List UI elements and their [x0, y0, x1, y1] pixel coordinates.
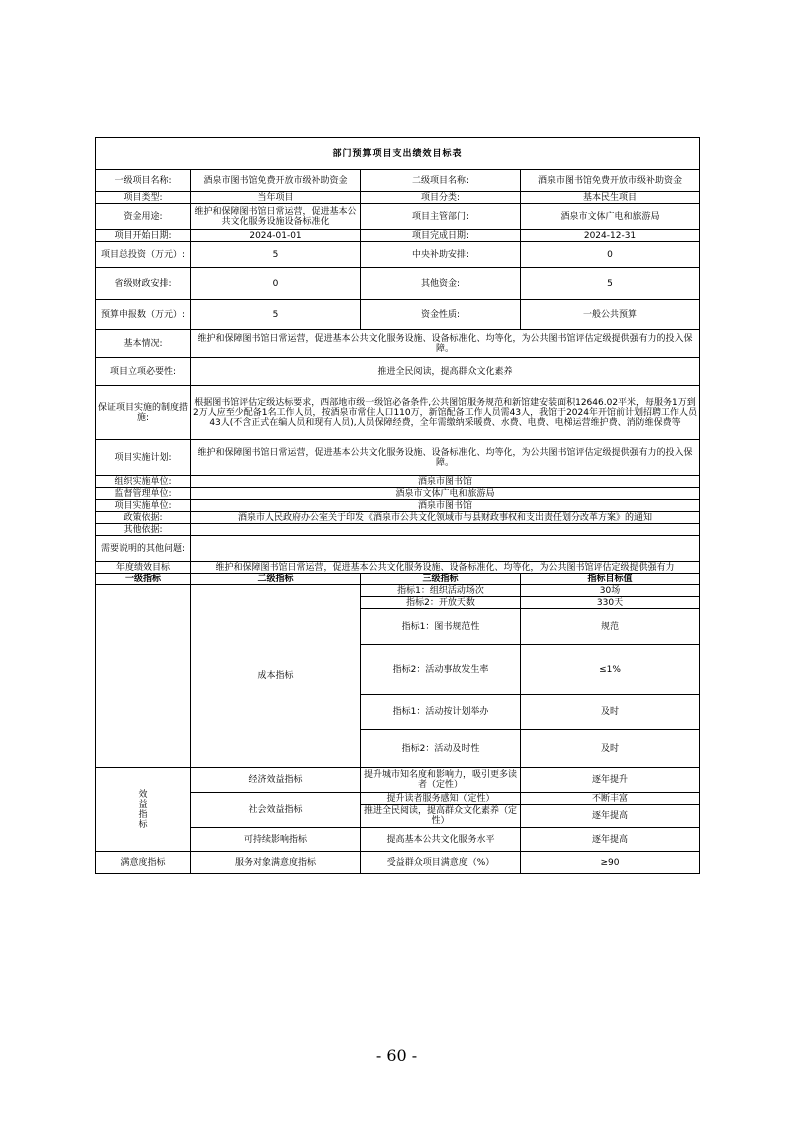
- table-row: [96, 524, 700, 536]
- social-level2: 社会效益指标: [191, 793, 361, 828]
- policy-value: 酒泉市人民政府办公室关于印发《酒泉市公共文化领域市与县财政事权和支出责任划分改革方案》的通知: [191, 512, 700, 524]
- cost-level1-blank: [96, 585, 191, 768]
- dept-value: 酒泉市文体广电和旅游局: [521, 204, 700, 230]
- central-subsidy-value: 0: [521, 242, 700, 268]
- table-row: [96, 358, 700, 386]
- start-date-label: 项目开始日期:: [96, 230, 191, 242]
- table-row: [96, 852, 700, 874]
- title-row: [96, 138, 700, 170]
- annual-target-label: 年度绩效目标: [96, 562, 191, 574]
- measures-value: 根据图书馆评估定级达标要求，西部地市级一级馆必备条件,公共图馆服务规范和新馆建安装面积12646.02平米，每服务1万到2万人应至少配备1名工作人员，按酒泉市常住人口110万，新馆配备工作人员需43人，我馆于2024年开馆前计划招聘工作人员43人(不含正式在编人员和现有人员),人员保障经费，全年需缴纳采暖费、水费、电费、电梯运营维护费、消防维保费等: [191, 386, 700, 440]
- level2-name-label: 二级项目名称:: [361, 170, 521, 192]
- level1-name-value: 酒泉市图书馆免费开放市级补助资金: [191, 170, 361, 192]
- indicator-name: 提升城市知名度和影响力，吸引更多读者（定性）: [361, 768, 521, 793]
- indicator-name: 指标2：开放天数: [361, 597, 521, 609]
- header-level3: 三级指标: [361, 574, 521, 585]
- annual-target-value: 维护和保障图书馆日常运营，促进基本公共文化服务设施、设备标准化、均等化，为公共图书馆评估定级提供强有力: [191, 562, 700, 574]
- basic-label: 基本情况:: [96, 330, 191, 358]
- indicator-value: ≤1%: [521, 645, 700, 695]
- plan-label: 项目实施计划:: [96, 440, 191, 476]
- basic-value: 维护和保障图书馆日常运营，促进基本公共文化服务设施、设备标准化、均等化，为公共图书馆评估定级提供强有力的投入保障。: [191, 330, 700, 358]
- policy-label: 政策依据:: [96, 512, 191, 524]
- performance-target-table: [95, 137, 700, 874]
- indicator-name: 指标2：活动及时性: [361, 730, 521, 768]
- other-funds-label: 其他资金:: [361, 268, 521, 300]
- measures-label: 保证项目实施的制度措施:: [96, 386, 191, 440]
- economic-level2: 经济效益指标: [191, 768, 361, 793]
- page-number: - 60 -: [375, 1046, 418, 1065]
- indicator-name: 指标1：组织活动场次: [361, 585, 521, 597]
- table-row: [96, 242, 700, 268]
- table-row: [96, 562, 700, 574]
- indicator-value: 330天: [521, 597, 700, 609]
- indicator-value: 逐年提升: [521, 768, 700, 793]
- necessity-value: 推进全民阅读，提高群众文化素养: [191, 358, 700, 386]
- indicator-value: ≥90: [521, 852, 700, 874]
- cost-level2: 成本指标: [191, 585, 361, 768]
- implementer-value: 酒泉市图书馆: [191, 500, 700, 512]
- sustain-level2: 可持续影响指标: [191, 828, 361, 852]
- indicator-name: 受益群众项目满意度（%）: [361, 852, 521, 874]
- indicator-name: 指标1：图书规范性: [361, 609, 521, 645]
- fund-nature-label: 资金性质:: [361, 300, 521, 330]
- table-row: [96, 768, 700, 793]
- table-row: [96, 536, 700, 562]
- indicator-value: 30场: [521, 585, 700, 597]
- provincial-label: 省级财政安排:: [96, 268, 191, 300]
- other-funds-value: 5: [521, 268, 700, 300]
- indicator-value: 逐年提高: [521, 828, 700, 852]
- table-row: [96, 500, 700, 512]
- benefit-level1: [96, 768, 191, 852]
- fund-use-value: 维护和保障图书馆日常运营，促进基本公共文化服务设施设备标准化: [191, 204, 361, 230]
- table-row: [96, 300, 700, 330]
- indicator-name: 指标1：活动按计划举办: [361, 695, 521, 730]
- table-row: [96, 585, 700, 597]
- table-row: [96, 440, 700, 476]
- project-type-value: 当年项目: [191, 192, 361, 204]
- implementer-label: 项目实施单位:: [96, 500, 191, 512]
- start-date-value: 2024-01-01: [191, 230, 361, 242]
- indicator-name: 指标2：活动事故发生率: [361, 645, 521, 695]
- project-category-value: 基本民生项目: [521, 192, 700, 204]
- indicator-value: 及时: [521, 695, 700, 730]
- indicator-value: 不断丰富: [521, 793, 700, 805]
- table-row: [96, 330, 700, 358]
- header-target: 指标目标值: [521, 574, 700, 585]
- table-row: [96, 386, 700, 440]
- fund-use-label: 资金用途:: [96, 204, 191, 230]
- table-row: [96, 512, 700, 524]
- indicator-value: 及时: [521, 730, 700, 768]
- table-row: [96, 192, 700, 204]
- header-level1: 一级指标: [96, 574, 191, 585]
- supervisor-label: 监督管理单位:: [96, 488, 191, 500]
- budget-value: 5: [191, 300, 361, 330]
- level1-name-label: 一级项目名称:: [96, 170, 191, 192]
- provincial-value: 0: [191, 268, 361, 300]
- total-invest-label: 项目总投资（万元）:: [96, 242, 191, 268]
- indicator-name: 提高基本公共文化服务水平: [361, 828, 521, 852]
- plan-value: 维护和保障图书馆日常运营，促进基本公共文化服务设施、设备标准化、均等化，为公共图书馆评估定级提供强有力的投入保障。: [191, 440, 700, 476]
- other-basis-label: 其他依据:: [96, 524, 191, 536]
- budget-label: 预算申报数（万元）:: [96, 300, 191, 330]
- table-title: 部门预算项目支出绩效目标表: [96, 138, 700, 170]
- header-level2: 二级指标: [191, 574, 361, 585]
- total-invest-value: 5: [191, 242, 361, 268]
- dept-label: 项目主管部门:: [361, 204, 521, 230]
- other-notes-label: 需要说明的其他问题:: [96, 536, 191, 562]
- central-subsidy-label: 中央补助安排:: [361, 242, 521, 268]
- benefit-level1-label: 效 益 指 标: [138, 789, 148, 830]
- supervisor-value: 酒泉市文体广电和旅游局: [191, 488, 700, 500]
- other-basis-value: [191, 524, 700, 536]
- indicator-name: 提升读者服务感知（定性）: [361, 793, 521, 805]
- fund-nature-value: 一般公共预算: [521, 300, 700, 330]
- indicator-value: 规范: [521, 609, 700, 645]
- org-value: 酒泉市图书馆: [191, 476, 700, 488]
- satisfaction-level2: 服务对象满意度指标: [191, 852, 361, 874]
- satisfaction-level1: 满意度指标: [96, 852, 191, 874]
- table-row: [96, 488, 700, 500]
- other-notes-value: [191, 536, 700, 562]
- end-date-value: 2024-12-31: [521, 230, 700, 242]
- end-date-label: 项目完成日期:: [361, 230, 521, 242]
- indicator-value: 逐年提高: [521, 805, 700, 828]
- table-row: [96, 230, 700, 242]
- table-row: [96, 268, 700, 300]
- project-category-label: 项目分类:: [361, 192, 521, 204]
- necessity-label: 项目立项必要性:: [96, 358, 191, 386]
- table-row: [96, 170, 700, 192]
- table-row: [96, 476, 700, 488]
- indicator-header-row: [96, 574, 700, 585]
- org-label: 组织实施单位:: [96, 476, 191, 488]
- project-type-label: 项目类型:: [96, 192, 191, 204]
- table-row: [96, 204, 700, 230]
- level2-name-value: 酒泉市图书馆免费开放市级补助资金: [521, 170, 700, 192]
- indicator-name: 推进全民阅读，提高群众文化素养（定性）: [361, 805, 521, 828]
